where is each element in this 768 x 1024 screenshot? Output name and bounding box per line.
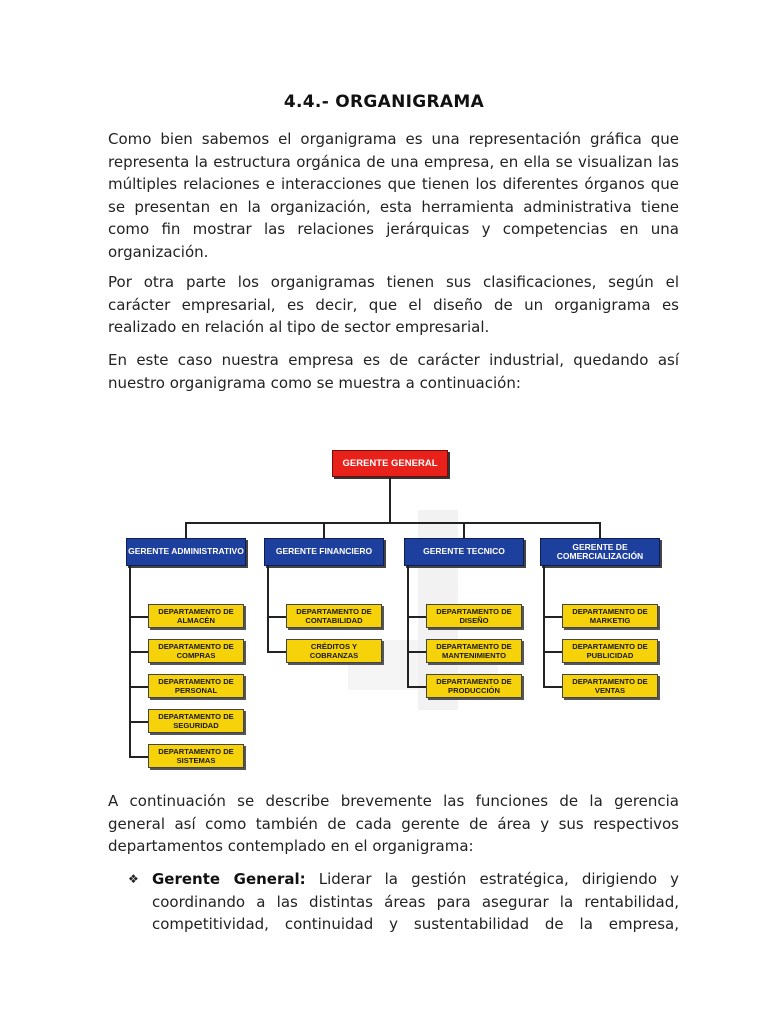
connector-line (407, 566, 409, 686)
org-box-department: DEPARTAMENTO DE CONTABILIDAD (286, 604, 382, 628)
org-box-manager-2: GERENTE FINANCIERO (264, 538, 384, 566)
bullet-gerente-general (128, 868, 679, 936)
bullet-text (152, 868, 679, 936)
connector-line (129, 651, 148, 653)
connector-line (186, 522, 600, 524)
connector-line (267, 566, 269, 651)
page-title: 4.4.- ORGANIGRAMA (283, 92, 485, 112)
connector-line (543, 651, 562, 653)
connector-line (267, 651, 286, 653)
connector-line (129, 721, 148, 723)
org-box-department: DEPARTAMENTO DE MARKETIG (562, 604, 658, 628)
connector-line (543, 566, 545, 686)
org-box-manager-3: GERENTE TECNICO (404, 538, 524, 566)
org-box-department: DEPARTAMENTO DE SEGURIDAD (148, 709, 244, 733)
org-box-department: DEPARTAMENTO DE PUBLICIDAD (562, 639, 658, 663)
connector-line (129, 566, 131, 756)
connector-line (463, 522, 465, 538)
connector-line (543, 616, 562, 618)
org-box-department: CRÉDITOS Y COBRANZAS (286, 639, 382, 663)
paragraph-functions: A continuación se describe brevemente las funciones de la gerencia general así como también de cada gerente de área y sus respectivos departamentos contemplado en el organigrama: (108, 792, 679, 855)
connector-line (185, 522, 187, 538)
org-box-gerente-general: GERENTE GENERAL (332, 450, 448, 477)
connector-line (543, 686, 562, 688)
bullet-description: Liderar la gestión estratégica, dirigiendo y coordinando a las distintas áreas para asegurar la rentabilidad, competitividad, continuidad y sustentabilidad de la empresa, (152, 870, 679, 933)
diamond-bullet-icon: ❖ (128, 872, 139, 886)
org-box-department: DEPARTAMENTO DE MANTENIMIENTO (426, 639, 522, 663)
connector-line (389, 477, 391, 523)
connector-line (323, 522, 325, 538)
org-box-manager-4: GERENTE DE COMERCIALIZACIÓN (540, 538, 660, 566)
paragraph-industrial: En este caso nuestra empresa es de carácter industrial, quedando así nuestro organigrama como se muestra a continuación: (108, 351, 679, 392)
org-box-department: DEPARTAMENTO DE PERSONAL (148, 674, 244, 698)
org-chart (118, 440, 670, 780)
org-box-department: DEPARTAMENTO DE PRODUCCIÓN (426, 674, 522, 698)
org-box-department: DEPARTAMENTO DE COMPRAS (148, 639, 244, 663)
org-box-manager-1: GERENTE ADMINISTRATIVO (126, 538, 246, 566)
paragraph-intro: Como bien sabemos el organigrama es una representación gráfica que representa la estructura orgánica de una empresa, en ella se visualizan las múltiples relaciones e interacciones que tienen los diferentes órganos que se presentan en la organización, esta herramienta administrativa tiene como fin mostrar las relaciones jerárquicas y competencias en una organización. (108, 130, 679, 261)
connector-line (407, 616, 426, 618)
org-box-department: DEPARTAMENTO DE DISEÑO (426, 604, 522, 628)
connector-line (129, 686, 148, 688)
connector-line (267, 616, 286, 618)
connector-line (407, 651, 426, 653)
connector-line (129, 756, 148, 758)
org-box-department: DEPARTAMENTO DE VENTAS (562, 674, 658, 698)
connector-line (129, 616, 148, 618)
connector-line (599, 522, 601, 538)
connector-line (407, 686, 426, 688)
org-box-department: DEPARTAMENTO DE SISTEMAS (148, 744, 244, 768)
paragraph-classification: Por otra parte los organigramas tienen sus clasificaciones, según el carácter empresarial, es decir, que el diseño de un organigrama es realizado en relación al tipo de sector empresarial. (108, 273, 679, 336)
org-box-department: DEPARTAMENTO DE ALMACÉN (148, 604, 244, 628)
bullet-term: Gerente General: (152, 870, 306, 888)
